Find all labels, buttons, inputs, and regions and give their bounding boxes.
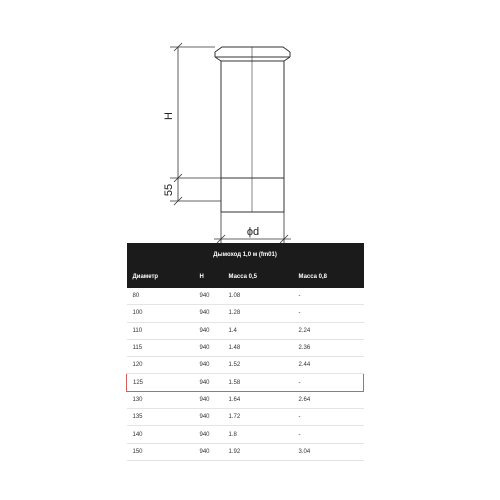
table-row <box>127 305 364 322</box>
table-cell: - <box>293 288 364 305</box>
table-cell: 1.48 <box>223 339 293 356</box>
table-cell: 110 <box>127 322 194 339</box>
table-cell: 940 <box>194 305 223 322</box>
table-cell: 80 <box>127 288 194 305</box>
table-cell: 150 <box>127 443 194 460</box>
table-cell: 1.4 <box>223 322 293 339</box>
table-header-row <box>127 266 364 288</box>
table-cell: 120 <box>127 357 194 374</box>
column-header: H <box>194 266 223 288</box>
table-cell: 1.64 <box>223 391 293 408</box>
table-row <box>127 391 364 408</box>
collar-label: 55 <box>163 183 175 197</box>
diameter-label: ϕd <box>246 226 260 238</box>
table-cell: 1.28 <box>223 305 293 322</box>
table-cell: 1.72 <box>223 409 293 426</box>
table-cell: 940 <box>194 339 223 356</box>
table-row <box>127 426 364 443</box>
table-cell: 940 <box>194 357 223 374</box>
column-header: Диаметр <box>127 266 194 288</box>
pipe-outline <box>215 47 290 212</box>
table-cell: 3.04 <box>293 443 364 460</box>
table-cell: 1.92 <box>223 443 293 460</box>
table-row <box>127 339 364 356</box>
table-cell: 940 <box>194 391 223 408</box>
spec-table <box>126 243 364 461</box>
table-cell: 115 <box>127 339 194 356</box>
table-cell: 2.64 <box>293 391 364 408</box>
table-cell: 1.58 <box>223 374 293 391</box>
table-cell: - <box>293 374 364 391</box>
column-header: Масса 0,8 <box>293 266 364 288</box>
table-cell: - <box>293 305 364 322</box>
table-row <box>127 322 364 339</box>
table-cell: - <box>293 426 364 443</box>
table-cell: 940 <box>194 426 223 443</box>
table-title-row <box>127 243 364 266</box>
table-cell: 125 <box>127 374 194 391</box>
dimension-lines <box>170 43 291 244</box>
column-header: Масса 0,5 <box>223 266 293 288</box>
table-row <box>127 409 364 426</box>
table-cell: 2.36 <box>293 339 364 356</box>
table-body <box>127 288 364 460</box>
table-cell: 940 <box>194 409 223 426</box>
table-row <box>127 357 364 374</box>
table-row <box>127 374 364 391</box>
table-row <box>127 443 364 460</box>
table-cell: 940 <box>194 374 223 391</box>
table-cell: 135 <box>127 409 194 426</box>
table-cell: 1.8 <box>223 426 293 443</box>
table-cell: 940 <box>194 443 223 460</box>
table-cell: 140 <box>127 426 194 443</box>
height-label: H <box>163 112 175 120</box>
table-title: Дымоход 1,0 м (fm01) <box>127 243 364 266</box>
table-cell: - <box>293 409 364 426</box>
table-cell: 940 <box>194 322 223 339</box>
table-cell: 940 <box>194 288 223 305</box>
table-cell: 100 <box>127 305 194 322</box>
table-row <box>127 288 364 305</box>
table-cell: 2.24 <box>293 322 364 339</box>
table-cell: 1.08 <box>223 288 293 305</box>
pipe-drawing <box>0 0 500 245</box>
table-cell: 130 <box>127 391 194 408</box>
table-cell: 1.52 <box>223 357 293 374</box>
table-cell: 2.44 <box>293 357 364 374</box>
